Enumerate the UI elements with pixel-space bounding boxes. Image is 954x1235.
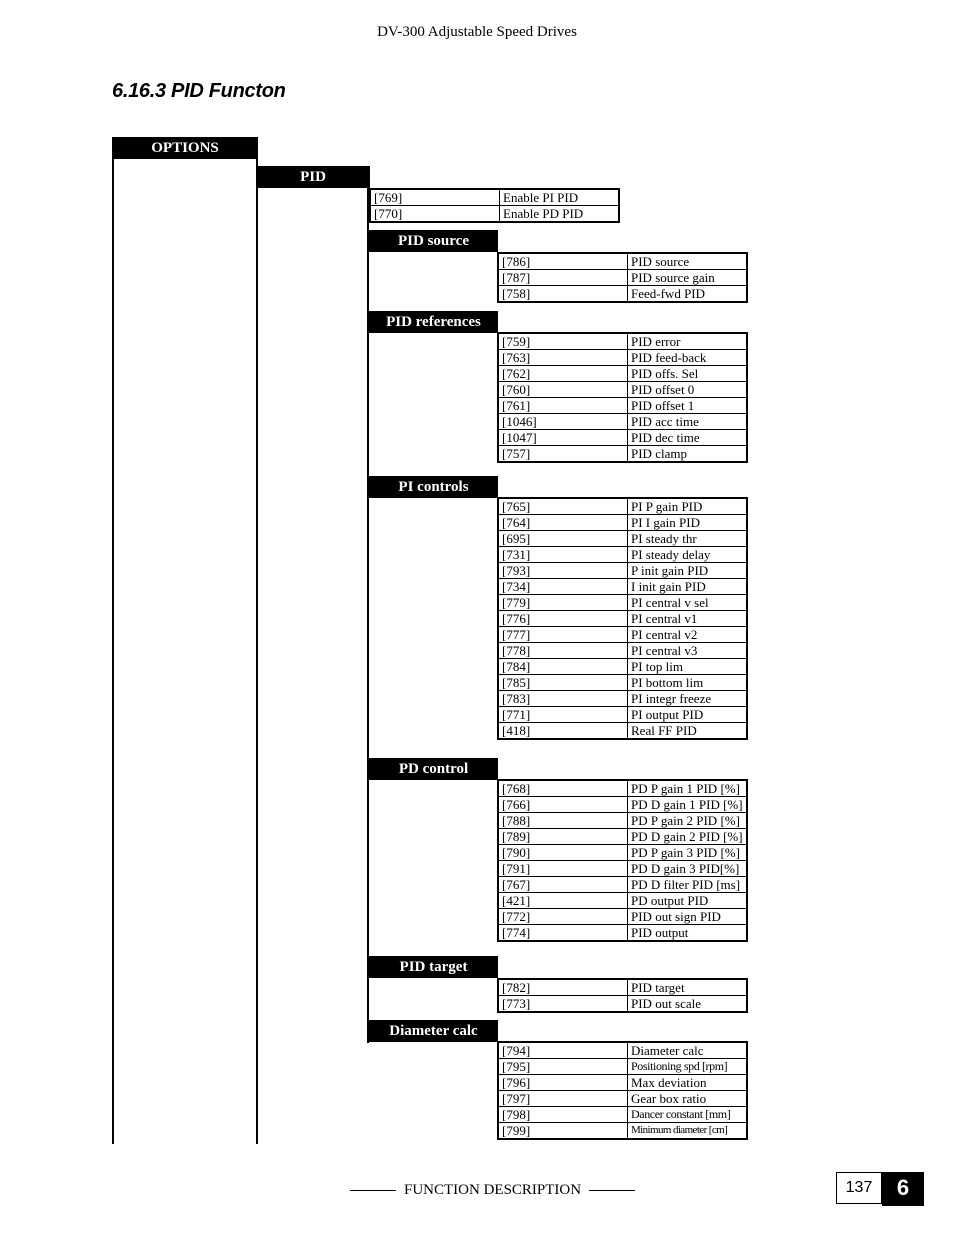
table-row: [763] PID feed-back (498, 350, 747, 366)
chapter-tab: 6 (882, 1172, 924, 1206)
table-row: [734] I init gain PID (498, 579, 747, 595)
options-right-border (256, 137, 258, 1144)
table-row: [1046] PID acc time (498, 414, 747, 430)
pid-right-border (367, 166, 369, 1043)
group-header-pi-controls: PI controls (369, 476, 498, 498)
diameter-calc-table (497, 1041, 748, 1140)
table-row: [782] PID target (498, 979, 747, 996)
footer-rule-left (350, 1190, 396, 1191)
table-row: [788] PD P gain 2 PID [%] (498, 813, 747, 829)
table-row: [784] PI top lim (498, 659, 747, 675)
table-row: [768] PD P gain 1 PID [%] (498, 780, 747, 797)
pid-target-table (497, 978, 748, 1013)
table-row: [799] Minimum diameter [cm] (498, 1123, 747, 1140)
table-row: [421] PD output PID (498, 893, 747, 909)
table-row: [796] Max deviation (498, 1075, 747, 1091)
pi-controls-table (497, 497, 748, 740)
table-row: [695] PI steady thr (498, 531, 747, 547)
table-row: [786] PID source (498, 253, 747, 270)
table-row: [770] Enable PD PID (370, 206, 619, 223)
table-row: [1047] PID dec time (498, 430, 747, 446)
pid-enable-table (369, 188, 620, 223)
pid-source-table (497, 252, 748, 303)
table-row: [795] Positioning spd [rpm] (498, 1059, 747, 1075)
table-row: [778] PI central v3 (498, 643, 747, 659)
table-row: [773] PID out scale (498, 996, 747, 1013)
table-row: [760] PID offset 0 (498, 382, 747, 398)
table-row: [762] PID offs. Sel (498, 366, 747, 382)
group-header-diameter-calc: Diameter calc (369, 1020, 498, 1042)
group-header-pid-references: PID references (369, 311, 498, 333)
table-row: [793] P init gain PID (498, 563, 747, 579)
table-row: [765] PI P gain PID (498, 498, 747, 515)
group-header-pid-target: PID target (369, 956, 498, 978)
table-row: [777] PI central v2 (498, 627, 747, 643)
options-left-border (112, 137, 114, 1144)
table-row: [759] PID error (498, 333, 747, 350)
page-footer (342, 1182, 643, 1199)
table-row: [418] Real FF PID (498, 723, 747, 740)
footer-rule-right (589, 1190, 635, 1191)
table-row: [769] Enable PI PID (370, 189, 619, 206)
table-row: [798] Dancer constant [mm] (498, 1107, 747, 1123)
table-row: [783] PI integr freeze (498, 691, 747, 707)
table-row: [779] PI central v sel (498, 595, 747, 611)
options-header: OPTIONS (112, 137, 258, 159)
table-row: [766] PD D gain 1 PID [%] (498, 797, 747, 813)
table-row: [776] PI central v1 (498, 611, 747, 627)
table-row: [771] PI output PID (498, 707, 747, 723)
table-row: [731] PI steady delay (498, 547, 747, 563)
table-row: [789] PD D gain 2 PID [%] (498, 829, 747, 845)
table-row: [757] PID clamp (498, 446, 747, 463)
group-header-pd-control: PD control (369, 758, 498, 780)
pd-control-table (497, 779, 748, 942)
table-row: [767] PD D filter PID [ms] (498, 877, 747, 893)
table-row: [787] PID source gain (498, 270, 747, 286)
table-row: [772] PID out sign PID (498, 909, 747, 925)
table-row: [790] PD P gain 3 PID [%] (498, 845, 747, 861)
table-row: [797] Gear box ratio (498, 1091, 747, 1107)
table-row: [774] PID output (498, 925, 747, 942)
pid-references-table (497, 332, 748, 463)
page-header: DV-300 Adjustable Speed Drives (377, 24, 577, 40)
page-number: 137 (836, 1172, 882, 1204)
table-row: [758] Feed-fwd PID (498, 286, 747, 303)
group-header-pid-source: PID source (369, 230, 498, 252)
table-row: [791] PD D gain 3 PID[%] (498, 861, 747, 877)
footer-text: FUNCTION DESCRIPTION (404, 1182, 582, 1198)
table-row: [764] PI I gain PID (498, 515, 747, 531)
pid-header: PID (256, 166, 370, 188)
section-title: 6.16.3 PID Functon (112, 80, 286, 102)
table-row: [794] Diameter calc (498, 1042, 747, 1059)
table-row: [785] PI bottom lim (498, 675, 747, 691)
table-row: [761] PID offset 1 (498, 398, 747, 414)
